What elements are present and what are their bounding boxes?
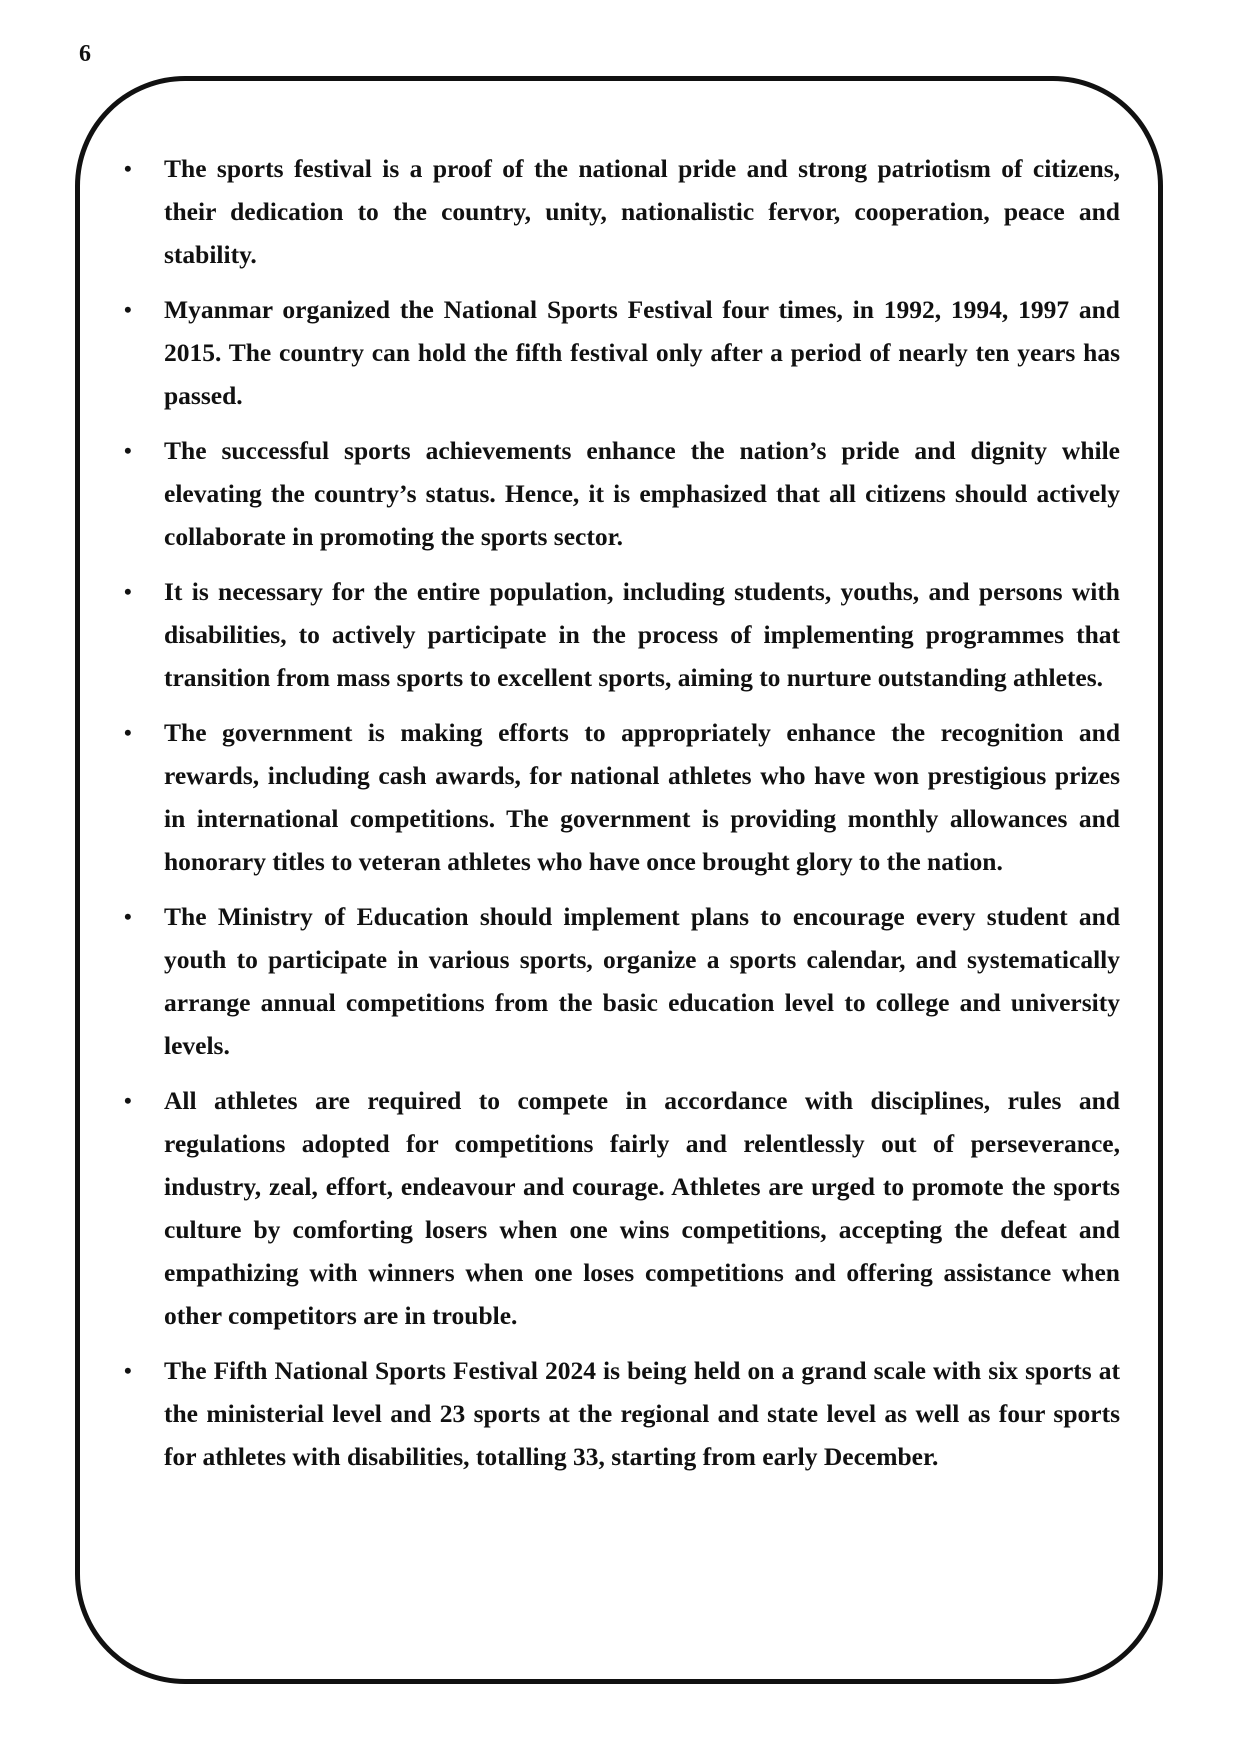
- bullet-text: The sports festival is a proof of the national pride and strong patriotism of citizens, their dedication to the country, unity, nationalistic fervor, cooperation, peace and stability.: [164, 154, 1120, 269]
- bullet-item-3: [120, 429, 1120, 558]
- bullet-item-7: [120, 1079, 1120, 1337]
- bullet-dot: •: [124, 438, 132, 463]
- bullet-dot: •: [124, 1088, 132, 1113]
- bullet-text: All athletes are required to compete in accordance with disciplines, rules and regulations adopted for competitions fairly and relentlessly out of perseverance, industry, zeal, effort, endeavour and courage. Athletes are urged to promote the sports culture by comforting losers when one wins competitions, accepting the defeat and empathizing with winners when one loses competitions and offering assistance when other competitors are in trouble.: [164, 1086, 1120, 1330]
- bullet-text: The Ministry of Education should implement plans to encourage every student and youth to participate in various sports, organize a sports calendar, and systematically arrange annual competitions from the basic education level to college and university levels.: [164, 902, 1120, 1060]
- bullet-list: [120, 147, 1120, 1490]
- bullet-text: Myanmar organized the National Sports Festival four times, in 1992, 1994, 1997 and 2015. The country can hold the fifth festival only after a period of nearly ten years has passed.: [164, 295, 1120, 410]
- bullet-item-2: [120, 288, 1120, 417]
- bullet-dot: •: [124, 579, 132, 604]
- bullet-item-6: [120, 895, 1120, 1067]
- bullet-item-5: [120, 711, 1120, 883]
- bullet-dot: •: [124, 156, 132, 181]
- bullet-text: The Fifth National Sports Festival 2024 is being held on a grand scale with six sports at the ministerial level and 23 sports at the regional and state level as well as four sports for athletes with disabilities, totalling 33, starting from early December.: [164, 1356, 1120, 1471]
- bullet-text: The successful sports achievements enhance the nation’s pride and dignity while elevating the country’s status. Hence, it is emphasized that all citizens should actively collaborate in promoting the sports sector.: [164, 436, 1120, 551]
- bullet-item-4: [120, 570, 1120, 699]
- bullet-dot: •: [124, 904, 132, 929]
- bullet-item-8: [120, 1349, 1120, 1478]
- bullet-dot: •: [124, 297, 132, 322]
- page-number: 6: [79, 41, 91, 67]
- bullet-text: The government is making efforts to appropriately enhance the recognition and rewards, including cash awards, for national athletes who have won prestigious prizes in international competitions. The government is providing monthly allowances and honorary titles to veteran athletes who have once brought glory to the nation.: [164, 718, 1120, 876]
- bullet-text: It is necessary for the entire population, including students, youths, and persons with disabilities, to actively participate in the process of implementing programmes that transition from mass sports to excellent sports, aiming to nurture outstanding athletes.: [164, 577, 1120, 692]
- bullet-dot: •: [124, 1358, 132, 1383]
- bullet-dot: •: [124, 720, 132, 745]
- bullet-item-1: [120, 147, 1120, 276]
